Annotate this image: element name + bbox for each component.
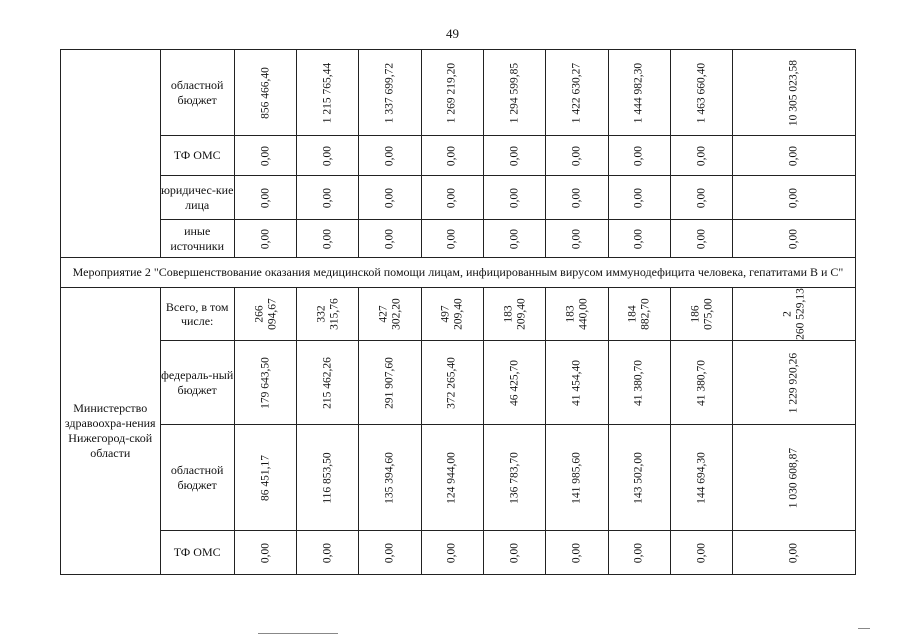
value-cell <box>608 136 670 176</box>
value-cell <box>608 425 670 531</box>
value-text: 0,00 <box>321 187 334 208</box>
value-cell <box>234 136 296 176</box>
value-cell <box>234 220 296 258</box>
value-cell <box>484 288 546 341</box>
value-cell <box>608 220 670 258</box>
value-cell <box>484 50 546 136</box>
value-cell <box>484 425 546 531</box>
value-text: 0,00 <box>259 542 272 563</box>
value-text: 0,00 <box>787 542 800 563</box>
funding-source-label: областной бюджет <box>160 50 234 136</box>
value-cell <box>608 531 670 575</box>
value-text: 0,00 <box>570 542 583 563</box>
value-text: 332 315,76 <box>315 298 340 330</box>
value-cell <box>484 176 546 220</box>
table-row <box>61 50 856 136</box>
value-text: 1 422 630,27 <box>570 62 583 123</box>
value-cell <box>297 341 359 425</box>
value-text: 136 783,70 <box>508 451 521 504</box>
funding-source-label: ТФ ОМС <box>160 531 234 575</box>
value-cell <box>608 341 670 425</box>
value-cell <box>546 176 608 220</box>
value-cell <box>234 341 296 425</box>
value-text: 86 451,17 <box>259 454 272 501</box>
value-text: 0,00 <box>383 145 396 166</box>
value-text: 0,00 <box>633 145 646 166</box>
value-text: 291 907,60 <box>383 356 396 409</box>
value-cell <box>297 136 359 176</box>
value-text: 144 694,30 <box>695 451 708 504</box>
value-cell <box>297 176 359 220</box>
table-row <box>61 425 856 531</box>
value-cell <box>671 136 733 176</box>
value-text: 0,00 <box>321 542 334 563</box>
value-cell <box>546 136 608 176</box>
owner-cell: Министерство здравоохра-нения Нижегород-ской области <box>61 288 161 575</box>
value-text: 0,00 <box>383 542 396 563</box>
value-cell <box>297 50 359 136</box>
value-text: 0,00 <box>787 228 800 249</box>
table-row <box>61 176 856 220</box>
value-cell <box>359 288 421 341</box>
value-cell <box>546 341 608 425</box>
value-text: 143 502,00 <box>633 451 646 504</box>
value-text: 1 463 660,40 <box>695 62 708 123</box>
value-text: 41 454,40 <box>570 359 583 406</box>
value-cell <box>484 531 546 575</box>
funding-source-label: юридичес-кие лица <box>160 176 234 220</box>
value-cell <box>733 531 856 575</box>
value-cell <box>671 341 733 425</box>
value-text: 10 305 023,58 <box>787 59 800 126</box>
value-text: 427 302,20 <box>377 298 403 330</box>
value-text: 0,00 <box>695 542 708 563</box>
section-title: Мероприятие 2 "Совершенствование оказания медицинской помощи лицам, инфицированным вирусом иммунодефицита человека, гепатитами В и С" <box>61 258 856 288</box>
value-cell <box>421 425 483 531</box>
value-text: 0,00 <box>695 228 708 249</box>
value-cell <box>421 220 483 258</box>
value-text: 0,00 <box>633 187 646 208</box>
value-cell <box>671 425 733 531</box>
value-text: 0,00 <box>508 228 521 249</box>
table-row <box>61 220 856 258</box>
value-cell <box>546 288 608 341</box>
funding-source-label: областной бюджет <box>160 425 234 531</box>
value-text: 1 229 920,26 <box>787 352 800 413</box>
value-cell <box>297 288 359 341</box>
value-text: 0,00 <box>321 228 334 249</box>
value-cell <box>421 136 483 176</box>
value-cell <box>671 288 733 341</box>
funding-source-label: ТФ ОМС <box>160 136 234 176</box>
value-text: 1 337 699,72 <box>383 62 396 123</box>
value-cell <box>484 220 546 258</box>
value-text: 179 643,50 <box>259 356 272 409</box>
value-cell <box>608 176 670 220</box>
value-cell <box>421 176 483 220</box>
value-cell <box>484 136 546 176</box>
value-cell <box>484 341 546 425</box>
value-text: 0,00 <box>570 187 583 208</box>
value-text: 46 425,70 <box>508 359 521 406</box>
value-cell <box>297 531 359 575</box>
value-cell <box>234 288 296 341</box>
value-cell <box>733 220 856 258</box>
value-text: 372 265,40 <box>446 356 459 409</box>
value-cell <box>733 288 856 341</box>
value-text: 141 985,60 <box>570 451 583 504</box>
value-text: 0,00 <box>446 228 459 249</box>
value-text: 0,00 <box>383 187 396 208</box>
value-text: 0,00 <box>570 228 583 249</box>
value-cell <box>359 220 421 258</box>
value-text: 266 094,67 <box>252 298 278 330</box>
value-cell <box>359 176 421 220</box>
funding-source-label: федераль-ный бюджет <box>160 341 234 425</box>
value-text: 0,00 <box>446 145 459 166</box>
value-cell <box>421 341 483 425</box>
value-text: 0,00 <box>383 228 396 249</box>
value-text: 0,00 <box>787 187 800 208</box>
value-text: 0,00 <box>446 542 459 563</box>
value-text: 1 294 599,85 <box>508 62 521 123</box>
value-text: 1 215 765,44 <box>321 62 334 123</box>
value-text: 41 380,70 <box>695 359 708 406</box>
scan-mark <box>858 628 870 629</box>
value-text: 0,00 <box>633 228 646 249</box>
page-number: 49 <box>446 26 459 41</box>
value-text: 135 394,60 <box>383 451 396 504</box>
value-cell <box>671 50 733 136</box>
value-cell <box>546 531 608 575</box>
value-cell <box>234 425 296 531</box>
funding-source-label: иные источники <box>160 220 234 258</box>
value-cell <box>608 50 670 136</box>
value-cell <box>546 220 608 258</box>
value-cell <box>421 50 483 136</box>
value-text: 0,00 <box>446 187 459 208</box>
value-text: 183 209,40 <box>502 298 527 330</box>
value-text: 0,00 <box>695 145 708 166</box>
value-text: 183 440,00 <box>564 298 590 330</box>
value-text: 0,00 <box>787 145 800 166</box>
owner-cell <box>61 50 161 258</box>
value-cell <box>421 531 483 575</box>
value-text: 124 944,00 <box>446 451 459 504</box>
value-text: 1 269 219,20 <box>446 62 459 123</box>
value-cell <box>733 50 856 136</box>
value-cell <box>359 531 421 575</box>
table-row <box>61 531 856 575</box>
value-text: 0,00 <box>508 542 521 563</box>
value-cell <box>234 176 296 220</box>
section-row <box>61 258 856 288</box>
value-text: 0,00 <box>633 542 646 563</box>
value-cell <box>546 425 608 531</box>
value-text: 0,00 <box>259 228 272 249</box>
value-cell <box>608 288 670 341</box>
value-text: 0,00 <box>508 145 521 166</box>
value-cell <box>671 220 733 258</box>
value-cell <box>359 136 421 176</box>
value-cell <box>671 176 733 220</box>
value-cell <box>234 50 296 136</box>
value-cell <box>671 531 733 575</box>
value-text: 0,00 <box>259 145 272 166</box>
value-text: 2 260 529,13 <box>781 288 807 340</box>
value-text: 0,00 <box>259 187 272 208</box>
value-text: 184 882,70 <box>626 298 652 330</box>
value-text: 1 444 982,30 <box>633 62 646 123</box>
value-cell <box>359 425 421 531</box>
value-cell <box>733 341 856 425</box>
table-row <box>61 288 856 341</box>
value-text: 856 466,40 <box>259 66 272 119</box>
value-cell <box>733 136 856 176</box>
value-cell <box>546 50 608 136</box>
funding-source-label: Всего, в том числе: <box>160 288 234 341</box>
value-cell <box>359 341 421 425</box>
value-cell <box>421 288 483 341</box>
value-text: 215 462,26 <box>321 356 334 409</box>
value-text: 41 380,70 <box>633 359 646 406</box>
value-cell <box>297 425 359 531</box>
value-text: 116 853,50 <box>321 451 334 504</box>
value-text: 0,00 <box>321 145 334 166</box>
value-text: 1 030 608,87 <box>787 447 800 508</box>
value-text: 497 209,40 <box>439 298 465 330</box>
budget-table <box>60 49 856 575</box>
value-cell <box>234 531 296 575</box>
table-row <box>61 341 856 425</box>
value-cell <box>733 176 856 220</box>
value-text: 0,00 <box>508 187 521 208</box>
value-cell <box>297 220 359 258</box>
value-text: 186 075,00 <box>689 298 714 330</box>
table-row <box>61 136 856 176</box>
value-text: 0,00 <box>695 187 708 208</box>
value-text: 0,00 <box>570 145 583 166</box>
scan-mark <box>258 633 338 634</box>
value-cell <box>733 425 856 531</box>
value-cell <box>359 50 421 136</box>
